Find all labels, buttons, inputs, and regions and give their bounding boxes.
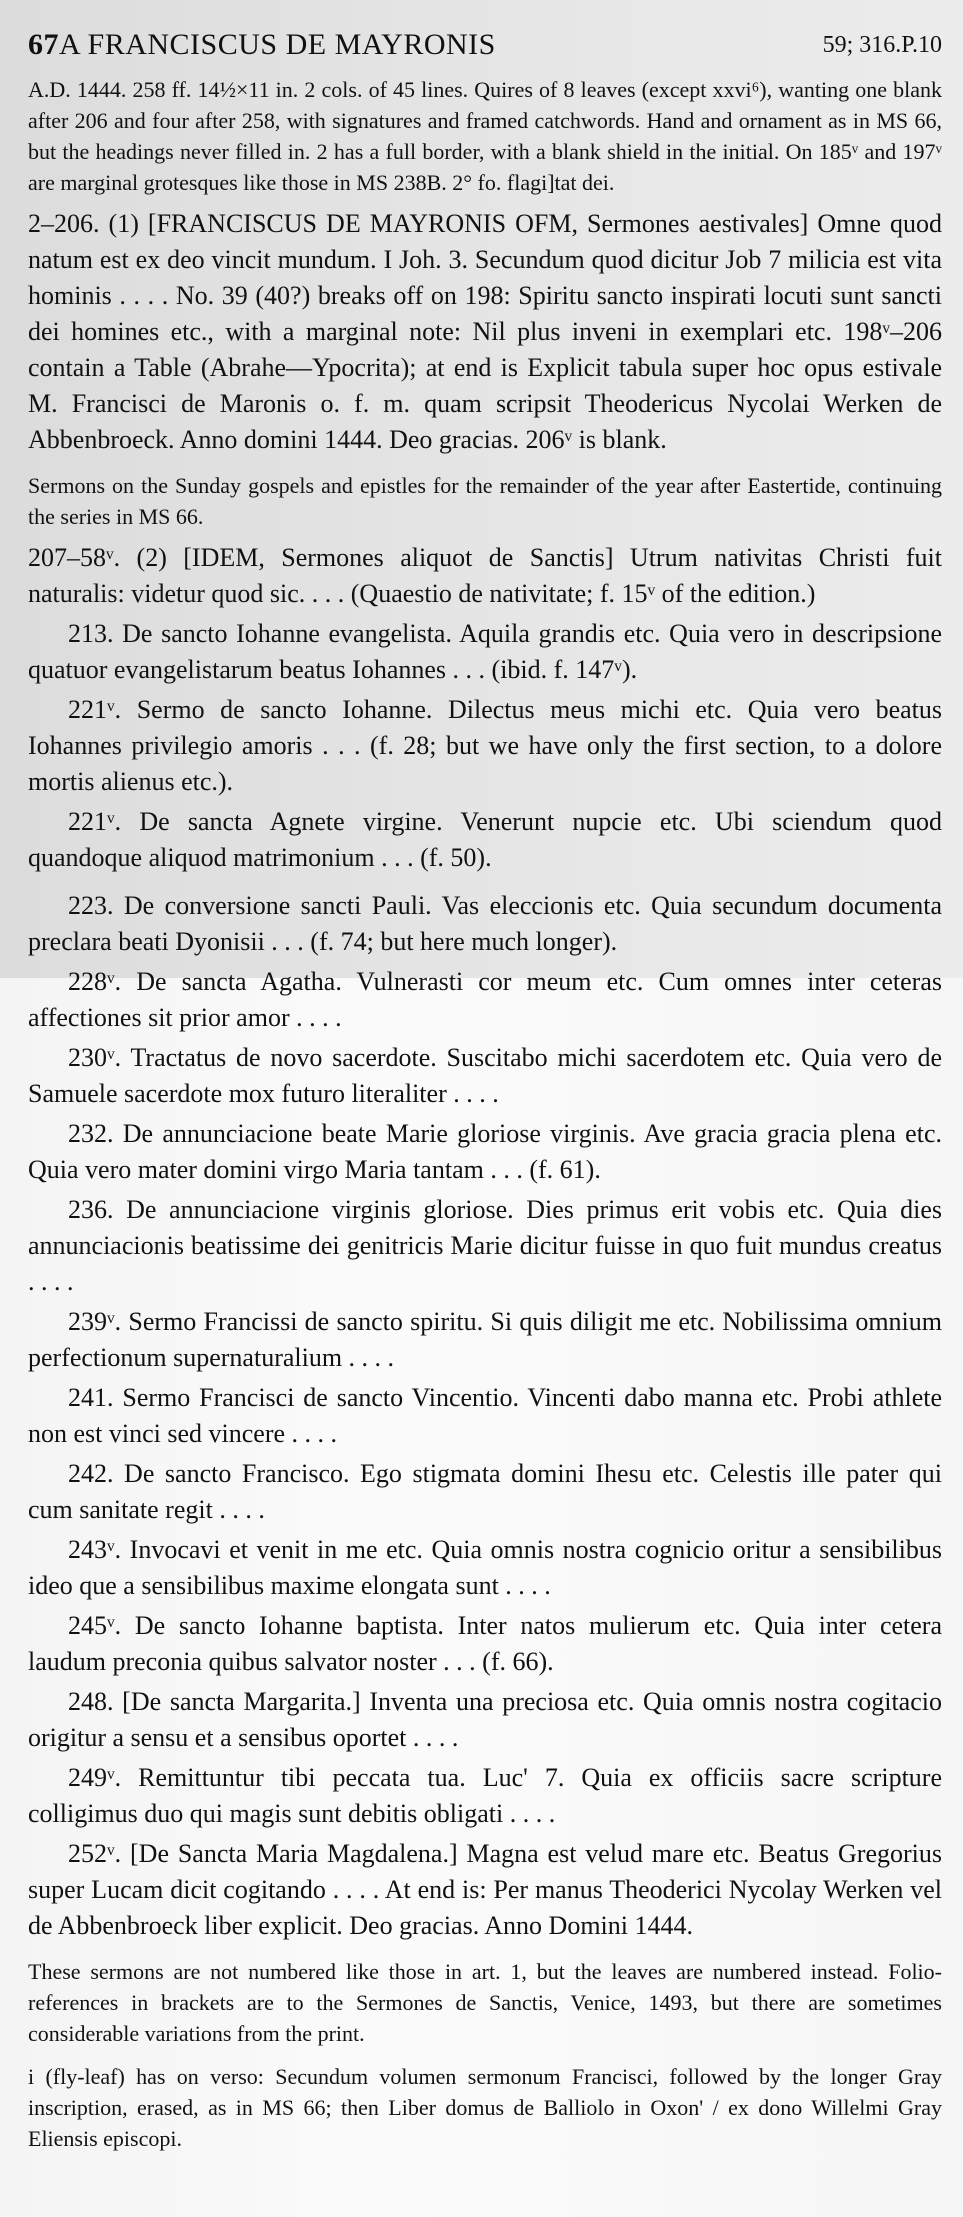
sermon-entry: 213. De sancto Iohanne evangelista. Aquila grandis etc. Quia vero in descripsione quatuor evangelistarum beatus Iohannes . . . (ibid. f. 147ᵛ). — [28, 619, 942, 684]
entry-header — [28, 28, 942, 74]
sermon-entry: 245ᵛ. De sancto Iohanne baptista. Inter natos mulierum etc. Quia inter cetera laudum preconia quibus salvator noster . . . (f. 66). — [28, 1611, 942, 1676]
sermon-entry: 236. De annunciacione virginis gloriose. Dies primus erit vobis etc. Quia dies annunciacionis beatissime dei genitricis Marie dicitur fuisse in quo fuit mundus creatus . . . . — [28, 1195, 942, 1296]
sermon-entry: 230ᵛ. Tractatus de novo sacerdote. Suscitabo michi sacerdotem etc. Quia vero de Samuele sacerdote mox futuro literaliter . . . . — [28, 1043, 942, 1108]
sermon-entry: 252ᵛ. [De Sancta Maria Magdalena.] Magna est velud mare etc. Beatus Gregorius super Lucam dicit cogitando . . . . At end is: Per manus Theoderici Nycolay Werken vel de Abbenbroeck liber explicit. Deo gracias. Anno Domini 1444. — [28, 1839, 942, 1940]
sermon-entry: 249ᵛ. Remittuntur tibi peccata tua. Luc' 7. Quia ex officiis sacre scripture colligimus duo qui magis sunt debitis obligati . . . . — [28, 1763, 942, 1828]
sermon-entry: 232. De annunciacione beate Marie gloriose virginis. Ave gracia gracia plena etc. Quia vero mater domini virgo Maria tantam . . . (f. 61). — [28, 1119, 942, 1184]
entry-title: FRANCISCUS DE MAYRONIS — [87, 28, 496, 61]
ms-number: 67 — [28, 28, 59, 61]
note-article-2: These sermons are not numbered like those in art. 1, but the leaves are numbered instead. Folio-references in brackets are to the Sermones de Sanctis, Venice, 1493, but there are sometimes considerable variations from the print. — [28, 1959, 942, 2046]
sermon-entry: 221ᵛ. De sancta Agnete virgine. Venerunt nupcie etc. Ubi sciendum quod quandoque aliquod matrimonium . . . (f. 50). — [28, 807, 942, 872]
sermon-entry: 242. De sancto Francisco. Ego stigmata domini Ihesu etc. Celestis ille pater qui cum sanitate regit . . . . — [28, 1459, 942, 1524]
entry-heading — [28, 28, 496, 62]
sermon-entry: 248. [De sancta Margarita.] Inventa una preciosa etc. Quia omnis nostra cogitacio origitur a sensu et a sensibus oportet . . . . — [28, 1687, 942, 1752]
sermon-entry: 221ᵛ. Sermo de sancto Iohanne. Dilectus meus michi etc. Quia vero beatus Iohannes privilegio amoris . . . (f. 28; but we have only the first section, to a dolore mortis alienus etc.). — [28, 695, 942, 796]
sermon-entry: 239ᵛ. Sermo Francissi de sancto spiritu. Si quis diligit me etc. Nobilissima omnium perfectionum supernaturalium . . . . — [28, 1307, 942, 1372]
sermon-entry: 243ᵛ. Invocavi et venit in me etc. Quia omnis nostra cognicio oritur a sensibilibus ideo que a sensibilibus maxime elongata sunt . . . . — [28, 1535, 942, 1600]
shelf-reference: 59; 316.P.10 — [822, 32, 942, 58]
fly-leaf-note: i (fly-leaf) has on verso: Secundum volumen sermonum Francisci, followed by the longer Gray inscription, erased, as in MS 66; then Liber domus de Balliolo in Oxon' / ex dono Willelmi Gray Eliensis episcopi. — [28, 2064, 942, 2151]
note-article-1: Sermons on the Sunday gospels and epistles for the remainder of the year after Eastertide, continuing the series in MS 66. — [28, 473, 942, 529]
article-1: 2–206. (1) [FRANCISCUS DE MAYRONIS OFM, Sermones aestivales] Omne quod natum est ex deo vincit mundum. I Joh. 3. Secundum quod dicitur Job 7 milicia est vita hominis . . . . No. 39 (40?) breaks off on 198: Spiritu sancto inspirati locuti sunt sancti dei homines etc., with a marginal note: Nil plus inveni in exemplari etc. 198ᵛ–206 contain a Table (Abrahe—Ypocrita); at end is Explicit tabula super hoc opus estivale M. Francisci de Maronis o. f. m. quam scripsit Theodericus Nycolai Werken de Abbenbroeck. Anno domini 1444. Deo gracias. 206ᵛ is blank. — [28, 209, 942, 454]
physical-description: A.D. 1444. 258 ff. 14½×11 in. 2 cols. of 45 lines. Quires of 8 leaves (except xxvi⁶), wanting one blank after 206 and four after 258, with signatures and framed catchwords. Hand and ornament as in MS 66, but the headings never filled in. 2 has a full border, with a blank shield in the initial. On 185ᵛ and 197ᵛ are marginal grotesques like those in MS 238B. 2° fo. flagi]tat dei. — [28, 77, 942, 195]
entry-content — [28, 28, 942, 2154]
sermon-entry: 228ᵛ. De sancta Agatha. Vulnerasti cor meum etc. Cum omnes inter ceteras affectiones sit prior amor . . . . — [28, 967, 942, 1032]
sermon-entry: 241. Sermo Francisci de sancto Vincentio. Vincenti dabo manna etc. Probi athlete non est vinci sed vincere . . . . — [28, 1383, 942, 1448]
article-2: 207–58ᵛ. (2) [IDEM, Sermones aliquot de Sanctis] Utrum nativitas Christi fuit naturalis: videtur quod sic. . . . (Quaestio de nativitate; f. 15ᵛ of the edition.) — [28, 543, 942, 608]
ms-letter: A — [59, 28, 80, 61]
sermon-entry: 223. De conversione sancti Pauli. Vas eleccionis etc. Quia secundum documenta preclara beati Dyonisii . . . (f. 74; but here much longer). — [28, 891, 942, 956]
